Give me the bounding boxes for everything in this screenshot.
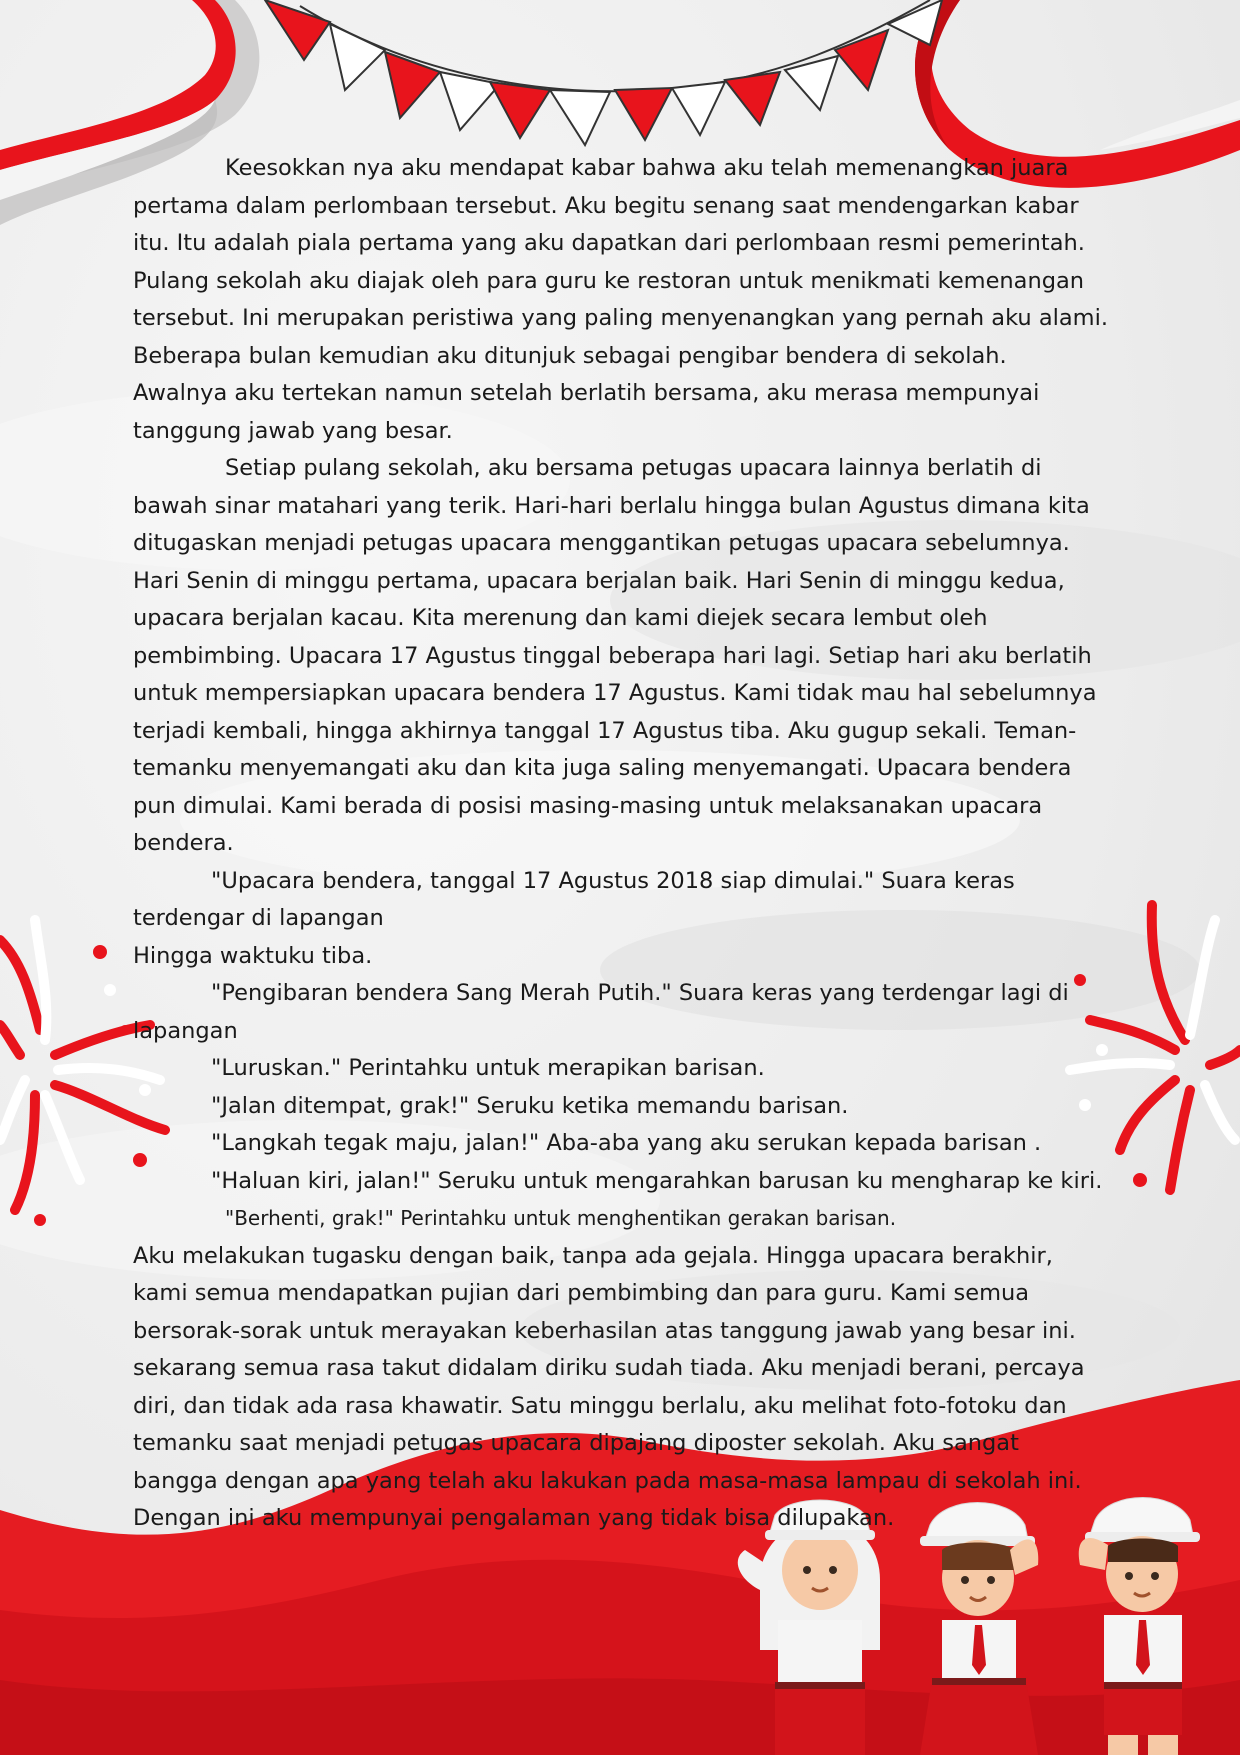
student-1-figure: [738, 1500, 880, 1755]
story-paragraph-1: Keesokkan nya aku mendapat kabar bahwa aku telah memenangkan juara pertama dalam perlombaan tersebut. Aku begitu senang saat mendengarkan kabar itu. Itu adalah piala pertama yang aku dapatkan dari perlombaan resmi pemerintah. Pulang sekolah aku diajak oleh para guru ke restoran untuk menikmati kemenangan tersebut. Ini merupakan peristiwa yang paling menyenangkan yang pernah aku alami. Beberapa bulan kemudian aku ditunjuk sebagai pengibar bendera di sekolah. Awalnya aku tertekan namun setelah berlatih bersama, aku merasa mempunyai tanggung jawab yang besar.: [133, 155, 1108, 444]
story-paragraph-final: Aku melakukan tugasku dengan baik, tanpa ada gejala. Hingga upacara berakhir, kami semua mendapatkan pujian dari pembimbing dan para guru. Kami semua bersorak-sorak untuk merayakan keberhasilan atas tanggung jawab yang besar ini. sekarang semua rasa takut didalam diriku sudah tiada. Aku menjadi berani, percaya diri, dan tidak ada rasa khawatir. Satu minggu berlalu, aku melihat foto-fotoku dan temanku saat menjadi petugas upacara dipajang diposter sekolah. Aku sangat bangga dengan apa yang telah aku lakukan pada masa-masa lampau di sekolah ini. Dengan ini aku mempunyai pengalaman yang tidak bisa dilupakan.: [133, 1242, 1085, 1531]
story-command-1: "Luruskan." Perintahku untuk merapikan barisan.: [211, 1055, 765, 1081]
story-command-4: "Haluan kiri, jalan!" Seruku untuk mengarahkan barusan ku mengharap ke kiri.: [211, 1167, 1103, 1194]
story-command-2: "Jalan ditempat, grak!" Seruku ketika memandu barisan.: [211, 1092, 849, 1119]
story-paragraph-4: Hingga waktuku tiba.: [133, 942, 373, 969]
story-command-3: "Langkah tegak maju, jalan!" Aba-aba yang aku serukan kepada barisan .: [211, 1130, 1042, 1156]
student-2-figure: [920, 1503, 1038, 1755]
story-paragraph-3: "Upacara bendera, tanggal 17 Agustus 2018 siap dimulai." Suara keras terdengar di lapangan: [133, 867, 1015, 931]
bunting-decoration: [0, 0, 1240, 160]
story-text: [133, 150, 1108, 1538]
story-paragraph-5: "Pengibaran bendera Sang Merah Putih." Suara keras yang terdengar lagi di lapangan: [133, 980, 1069, 1044]
story-paragraph-2: Setiap pulang sekolah, aku bersama petugas upacara lainnya berlatih di bawah sinar matahari yang terik. Hari-hari berlalu hingga bulan Agustus dimana kita ditugaskan menjadi petugas upacara menggantikan petugas upacara sebelumnya. Hari Senin di minggu pertama, upacara berjalan baik. Hari Senin di minggu kedua, upacara berjalan kacau. Kita merenung dan kami diejek secara lembut oleh pembimbing. Upacara 17 Agustus tinggal beberapa hari lagi. Setiap hari aku berlatih untuk mempersiapkan upacara bendera 17 Agustus. Kami tidak mau hal sebelumnya terjadi kembali, hingga akhirnya tanggal 17 Agustus tiba. Aku gugup sekali. Teman-temanku menyemangati aku dan kita juga saling menyemangati. Upacara bendera pun dimulai. Kami berada di posisi masing-masing untuk melaksanakan upacara bendera.: [133, 455, 1097, 856]
story-command-5: "Berhenti, grak!" Perintahku untuk menghentikan gerakan barisan.: [225, 1206, 897, 1230]
